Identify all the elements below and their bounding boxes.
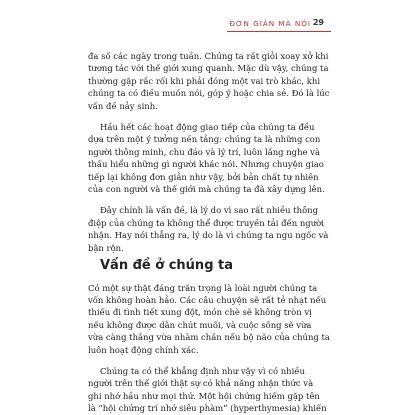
paragraph-4 xyxy=(88,282,328,356)
text-line: điệp của chúng ta không thể được truyền tải đến người xyxy=(88,217,324,228)
text-line: thấu hiểu những gì người khác nói. Nhưng chuyện giao xyxy=(88,159,324,170)
paragraph-3 xyxy=(88,204,328,254)
text-line: người trên thế giới thật sự có khả năng nhận thức và xyxy=(88,378,314,389)
text-line: vốn không hoàn hảo. Các câu chuyện sẽ rất tẻ nhạt nếu xyxy=(88,294,327,305)
page-body xyxy=(88,50,328,415)
text-line: thiếu đi tình tiết xung đột, món chè sẽ không tròn vị xyxy=(88,307,312,318)
paragraph-1 xyxy=(88,50,328,112)
text-line: ghi nhớ hầu như mọi thứ. Một hội chứng hiếm gặp tên xyxy=(88,390,320,401)
text-line: luôn hoạt động chính xác. xyxy=(88,344,199,355)
text-line: thường gặp rắc rối khi phải đóng một vai trò khác, khi xyxy=(88,75,321,86)
header-rule xyxy=(227,31,331,32)
text-line: nhận. Hay nói thẳng ra, lý do là vì chúng ta ngu ngốc và xyxy=(88,230,329,241)
text-line: đa số các ngày trong tuần. Chúng ta rất giỏi xoay xở khi xyxy=(88,51,329,61)
text-line: Hầu hết các hoạt động giao tiếp của chúng ta đều xyxy=(100,122,315,133)
text-line: vừa càng thắng vừa nhàm chán nếu bộ não của chúng ta xyxy=(88,332,330,343)
text-line: của con người và thế giới mà chúng ta đã xây dựng lên. xyxy=(88,184,325,195)
text-line: nếu không được dằn chút muối, và cuộc sống sẽ vừa xyxy=(88,319,312,330)
running-title: ĐƠN GIẢN MÀ NÓI xyxy=(229,19,311,28)
text-line: dựa trên một ý tưởng nền tảng: chúng ta là những con xyxy=(88,134,321,145)
text-line: bận rộn. xyxy=(88,242,124,253)
text-line: tương tác với thế giới xung quanh. Mặc dù vậy, chúng ta xyxy=(88,63,329,74)
text-line: vấn đề nảy sinh. xyxy=(88,100,158,111)
text-line: người thông minh, chu đáo và lý trí, luôn lắng nghe và xyxy=(88,146,320,157)
text-line: Đây chính là vấn đề, là lý do vì sao rất nhiều thông xyxy=(100,205,318,216)
page-number: 29 xyxy=(312,18,324,27)
text-line: tiếp lại không đơn giản như vậy, bởi bản chất tự nhiên xyxy=(88,171,319,182)
section-heading: Vấn đề ở chúng ta xyxy=(100,258,234,274)
paragraph-2 xyxy=(88,121,328,195)
text-line: Chúng ta có thể khẳng định như vậy vì có nhiều xyxy=(100,365,305,376)
running-header xyxy=(0,19,400,33)
text-line: chúng ta có điều muốn nói, góp ý hoặc chia sẻ. Đó là lúc xyxy=(88,88,330,99)
text-line: Có một sự thật đáng trăn trọng là loài người chúng ta xyxy=(88,282,318,293)
text-line: là “hội chứng trí nhớ siêu phàm” (hyperthymesia) khiến xyxy=(88,403,327,414)
paragraph-5 xyxy=(88,365,328,415)
